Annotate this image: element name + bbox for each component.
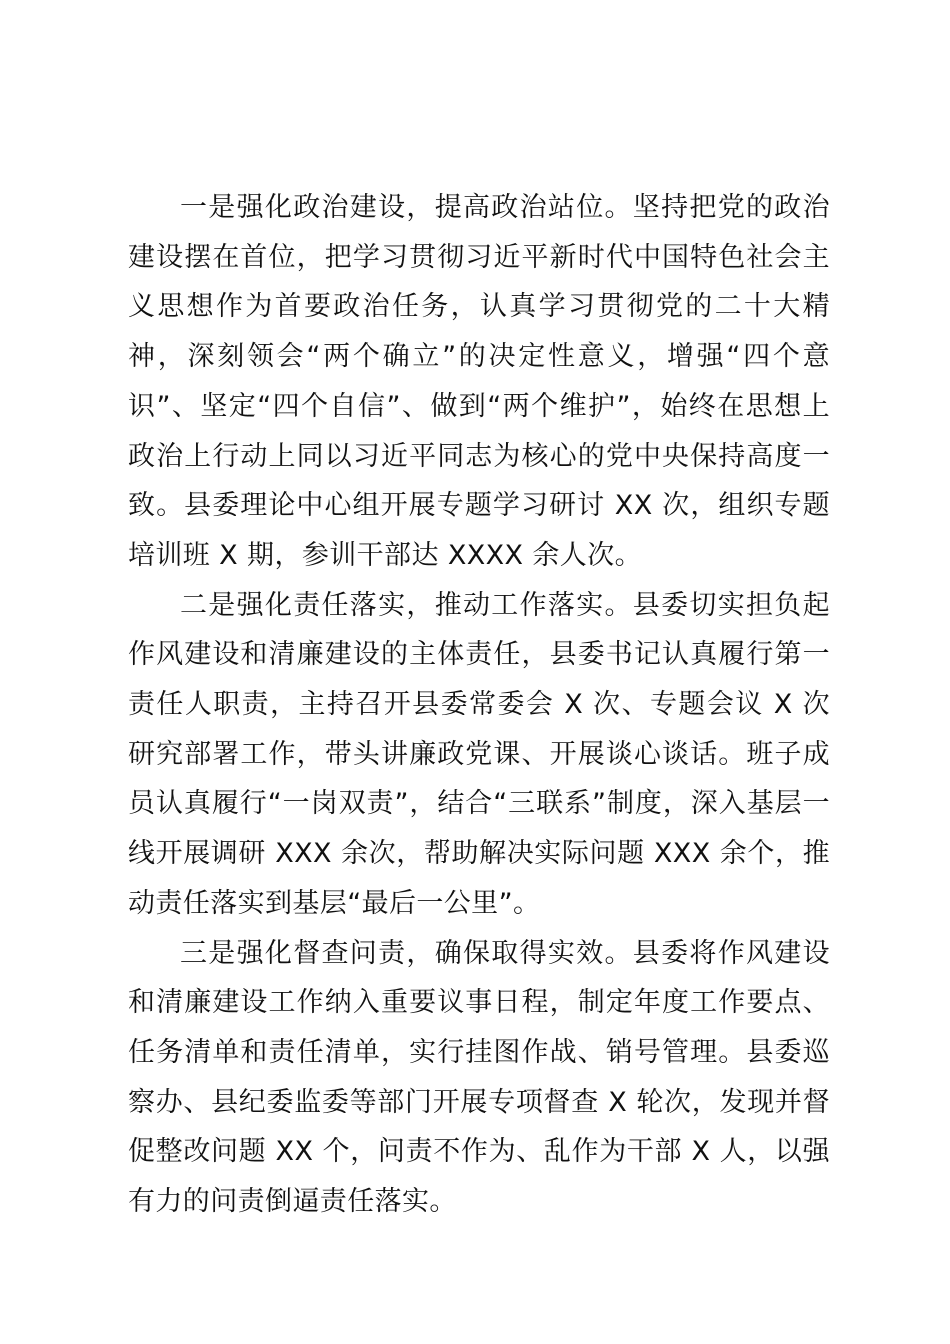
- document-body: [128, 183, 830, 1227]
- paragraph-responsibility: 二是强化责任落实，推动工作落实。县委切实担负起作风建设和清廉建设的主体责任，县委书记认真履行第一责任人职责，主持召开县委常委会 X 次、专题会议 X 次研究部署工作，带头讲廉政党课、开展谈心谈话。班子成员认真履行“一岗双责”，结合“三联系”制度，深入基层一线开展调研 XXX 余次，帮助解决实际问题 XXX 余个，推动责任落实到基层“最后一公里”。: [128, 589, 830, 919]
- paragraph-political-building: 一是强化政治建设，提高政治站位。坚持把党的政治建设摆在首位，把学习贯彻习近平新时代中国特色社会主义思想作为首要政治任务，认真学习贯彻党的二十大精神，深刻领会“两个确立”的决定性意义，增强“四个意识”、坚定“四个自信”、做到“两个维护”，始终在思想上政治上行动上同以习近平同志为核心的党中央保持高度一致。县委理论中心组开展专题学习研讨 XX 次，组织专题培训班 X 期，参训干部达 XXXX 余人次。: [128, 192, 830, 571]
- paragraph-supervision: 三是强化督查问责，确保取得实效。县委将作风建设和清廉建设工作纳入重要议事日程，制定年度工作要点、任务清单和责任清单，实行挂图作战、销号管理。县委巡察办、县纪委监委等部门开展专项督查 X 轮次，发现并督促整改问题 XX 个，问责不作为、乱作为干部 X 人，以强有力的问责倒逼责任落实。: [128, 937, 830, 1218]
